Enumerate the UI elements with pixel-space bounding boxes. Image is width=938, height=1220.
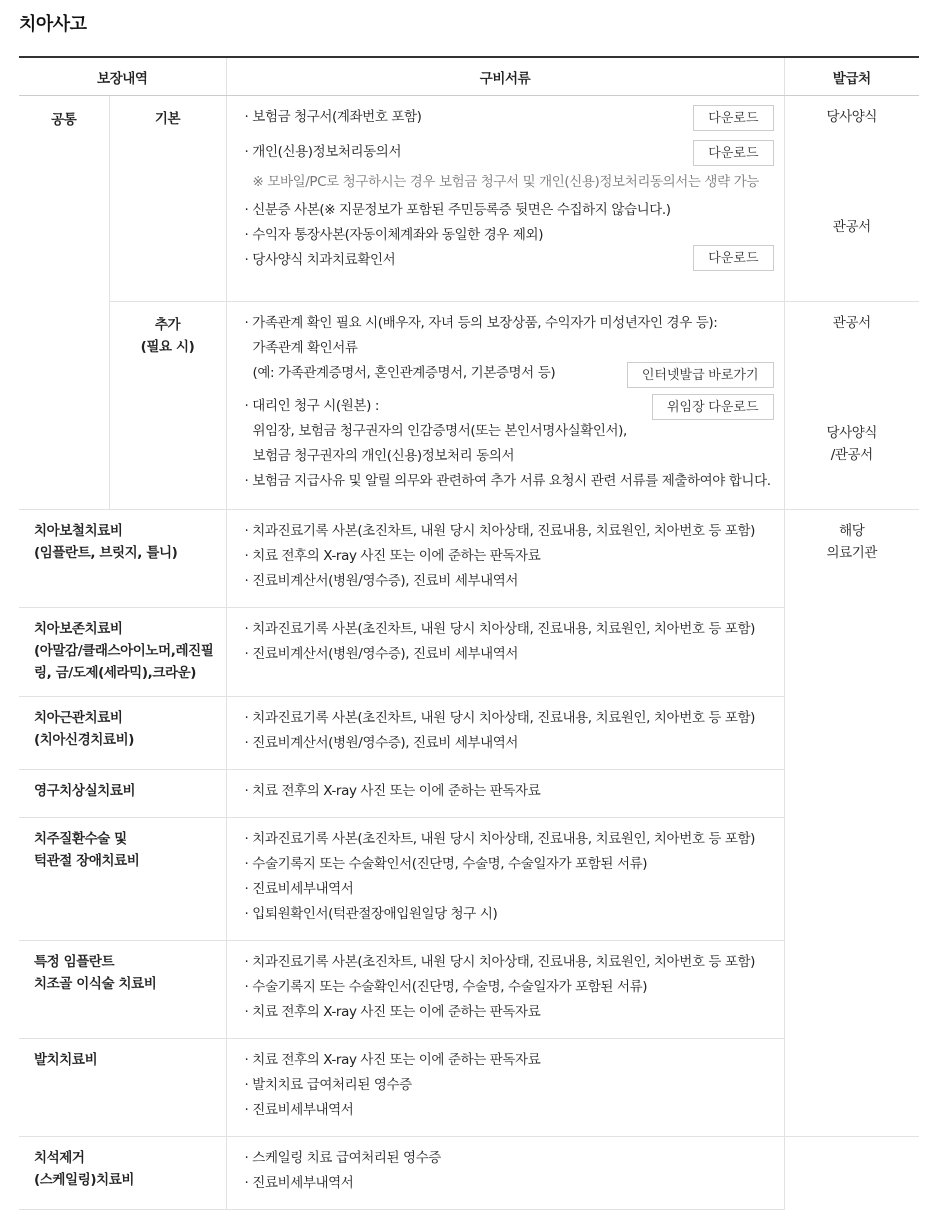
document-item: · 대리인 청구 시(원본) : 위임장 다운로드 [245, 394, 774, 419]
table-row-common-additional [19, 302, 919, 510]
documents-basic [226, 96, 784, 302]
document-item: · 진료비계산서(병원/영수증), 진료비 세부내역서 [244, 573, 519, 589]
table-row [19, 608, 919, 697]
table-row [19, 510, 919, 608]
documents-cell [226, 1039, 784, 1137]
table-row [19, 1137, 919, 1210]
download-claim-form-button[interactable]: 다운로드 [693, 105, 773, 131]
table-row [19, 770, 919, 818]
document-item: · 발치치료 급여처리된 영수증 [244, 1077, 412, 1093]
document-item: · 진료비계산서(병원/영수증), 진료비 세부내역서 [244, 735, 519, 751]
document-item: · 신분증 사본(※ 지문정보가 포함된 주민등록증 뒷면은 수집하지 않습니다.) [244, 202, 671, 218]
document-item: · 치료 전후의 X-ray 사진 또는 이에 준하는 판독자료 [244, 783, 541, 799]
category-label: 치아보존치료비 (아말감/클래스아이노머,레진필 링, 금/도제(세라믹),크라운) [19, 608, 226, 697]
header-coverage: 보장내역 [19, 57, 226, 96]
document-item: · 진료비세부내역서 [244, 1175, 354, 1191]
documents-cell [226, 697, 784, 770]
document-item-continued: (예: 가족관계증명서, 혼인관계증명서, 기본증명서 등) 인터넷발급 바로가기 [245, 361, 774, 386]
document-item: · 보험금 지급사유 및 알릴 의무와 관련하여 추가 서류 요청시 관련 서류를 제출하여야 합니다. [244, 473, 771, 489]
documents-additional [226, 302, 784, 510]
issuer-label: 당사양식 [826, 109, 878, 125]
category-label: 치아보철치료비 (임플란트, 브릿지, 틀니) [19, 510, 226, 608]
table-row [19, 1039, 919, 1137]
download-consent-form-button[interactable]: 다운로드 [693, 140, 773, 166]
issuer-label: 관공서 [832, 315, 871, 331]
issuer-medical-institution: 해당 의료기관 [784, 510, 919, 1137]
download-dental-confirmation-button[interactable]: 다운로드 [693, 245, 773, 271]
table-row [19, 818, 919, 941]
document-item: · 치과진료기록 사본(초진차트, 내원 당시 치아상태, 진료내용, 치료원인, 치아번호 등 포함) [244, 954, 756, 970]
documents-table [19, 56, 919, 1210]
mobile-note: ※ 모바일/PC로 청구하시는 경우 보험금 청구서 및 개인(신용)정보처리동의서는 생략 가능 [252, 174, 759, 190]
document-item: · 치과진료기록 사본(초진차트, 내원 당시 치아상태, 진료내용, 치료원인, 치아번호 등 포함) [244, 831, 756, 847]
document-item: · 가족관계 확인 필요 시(배우자, 자녀 등의 보장상품, 수익자가 미성년자인 경우 등): [244, 315, 718, 331]
document-item: · 진료비계산서(병원/영수증), 진료비 세부내역서 [244, 646, 519, 662]
header-documents: 구비서류 [226, 57, 784, 96]
subcategory-basic: 기본 [109, 96, 226, 302]
category-label: 발치치료비 [19, 1039, 226, 1137]
issuer-label: /관공서 [830, 447, 873, 463]
documents-cell [226, 510, 784, 608]
document-item: · 치과진료기록 사본(초진차트, 내원 당시 치아상태, 진료내용, 치료원인, 치아번호 등 포함) [244, 621, 756, 637]
document-item: · 스케일링 치료 급여처리된 영수증 [244, 1150, 441, 1166]
category-common: 공통 [19, 96, 109, 510]
table-row [19, 941, 919, 1039]
documents-cell [226, 818, 784, 941]
documents-cell [226, 608, 784, 697]
issuer-label: 당사양식 [826, 425, 878, 441]
document-item: · 수익자 통장사본(자동이체계좌와 동일한 경우 제외) [244, 227, 544, 243]
download-proxy-form-button[interactable]: 위임장 다운로드 [652, 394, 774, 420]
document-item: · 진료비세부내역서 [244, 881, 354, 897]
table-row [19, 697, 919, 770]
category-label: 치주질환수술 및 턱관절 장애치료비 [19, 818, 226, 941]
document-item: · 보험금 청구서(계좌번호 포함) 다운로드 [245, 105, 774, 130]
document-item: · 입퇴원확인서(턱관절장애입원일당 청구 시) [244, 906, 498, 922]
document-item-continued: 보험금 청구권자의 개인(신용)정보처리 동의서 [252, 448, 515, 464]
document-item: · 치료 전후의 X-ray 사진 또는 이에 준하는 판독자료 [244, 1004, 541, 1020]
page-title: 치아사고 [19, 14, 87, 35]
issuer-basic [784, 96, 919, 302]
subcategory-additional: 추가 (필요 시) [109, 302, 226, 510]
documents-cell [226, 1137, 784, 1210]
category-label: 영구치상실치료비 [19, 770, 226, 818]
document-item: · 치료 전후의 X-ray 사진 또는 이에 준하는 판독자료 [244, 1052, 541, 1068]
category-label: 치아근관치료비 (치아신경치료비) [19, 697, 226, 770]
document-item-continued: 가족관계 확인서류 [252, 340, 358, 356]
internet-issuance-button[interactable]: 인터넷발급 바로가기 [627, 362, 774, 388]
category-label: 특정 임플란트 치조골 이식술 치료비 [19, 941, 226, 1039]
document-item: · 개인(신용)정보처리동의서 다운로드 [245, 140, 774, 165]
documents-cell [226, 941, 784, 1039]
issuer-label: 관공서 [832, 219, 871, 235]
documents-cell [226, 770, 784, 818]
table-header-row [19, 57, 919, 96]
document-item-continued: 위임장, 보험금 청구권자의 인감증명서(또는 본인서명사실확인서), [252, 423, 627, 439]
document-item: · 치료 전후의 X-ray 사진 또는 이에 준하는 판독자료 [244, 548, 541, 564]
document-item: · 진료비세부내역서 [244, 1102, 354, 1118]
document-item: · 수술기록지 또는 수술확인서(진단명, 수술명, 수술일자가 포함된 서류) [244, 856, 648, 872]
issuer-additional [784, 302, 919, 510]
category-label: 치석제거 (스케일링)치료비 [19, 1137, 226, 1210]
document-item: · 치과진료기록 사본(초진차트, 내원 당시 치아상태, 진료내용, 치료원인, 치아번호 등 포함) [244, 710, 756, 726]
document-item: · 당사양식 치과치료확인서 다운로드 [245, 248, 774, 273]
document-item: · 수술기록지 또는 수술확인서(진단명, 수술명, 수술일자가 포함된 서류) [244, 979, 648, 995]
table-row-common-basic [19, 96, 919, 302]
empty-issuer-cell [784, 1137, 919, 1210]
document-item: · 치과진료기록 사본(초진차트, 내원 당시 치아상태, 진료내용, 치료원인, 치아번호 등 포함) [244, 523, 756, 539]
header-issuer: 발급처 [784, 57, 919, 96]
